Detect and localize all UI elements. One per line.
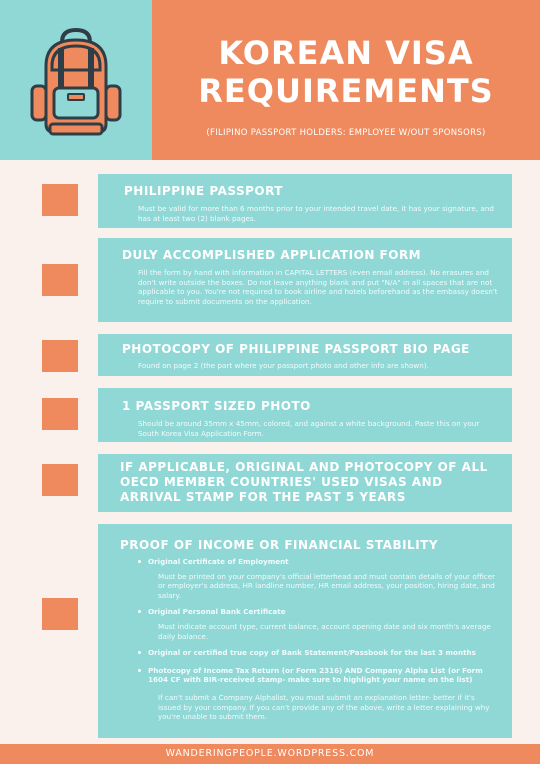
list-item-title: Original or certified true copy of Bank Statement/Passbook for the last 3 months xyxy=(148,648,476,658)
checkbox-square xyxy=(42,598,78,630)
checkbox-square xyxy=(42,264,78,296)
requirement-title: PHILIPPINE PASSPORT xyxy=(124,184,283,198)
page-title xyxy=(152,34,540,110)
list-item-title: Original Personal Bank Certificate xyxy=(148,607,286,617)
page-subtitle: (FILIPINO PASSPORT HOLDERS: EMPLOYEE W/OUT SPONSORS) xyxy=(206,128,486,138)
requirement-card xyxy=(98,334,512,376)
requirement-title: 1 PASSPORT SIZED PHOTO xyxy=(122,399,311,413)
footer-url: WANDERINGPEOPLE.WORDPRESS.COM xyxy=(165,748,375,759)
requirement-desc: Fill the form by hand with information in CAPITAL LETTERS (even email address). No erasures and don't write outside the boxes. Do not leave anything blank and put "N/A" in all spaces that are not applicable to you. You're not required to book airline and hotels beforehand as the embassy doesn't require to submit documents on the application. xyxy=(138,268,498,306)
bullet-icon xyxy=(138,560,141,563)
requirement-card xyxy=(98,454,512,512)
bullet-icon xyxy=(138,669,141,672)
list-item xyxy=(120,557,500,600)
title-line-2: REQUIREMENTS xyxy=(198,72,494,110)
requirement-card xyxy=(98,238,512,322)
list-item-desc: If can't submit a Company Alphalist, you must submit an explanation letter- better if it's issued by your company. If you can't provide any of the above, write a letter explaining why you're unable to submit them. xyxy=(158,692,490,722)
requirement-title: IF APPLICABLE, ORIGINAL AND PHOTOCOPY OF ALL OECD MEMBER COUNTRIES' USED VISAS AND ARRIVAL STAMP FOR THE PAST 5 YEARS xyxy=(120,460,488,504)
requirement-desc: Found on page 2 (the part where your passport photo and other info are shown). xyxy=(138,361,429,370)
checkbox-square xyxy=(42,464,78,496)
list-item-title: Photocopy of Income Tax Return (or Form 2316) AND Company Alpha List (or Form 1604 CF with BIR-received stamp- make sure to highlight your name on the list) xyxy=(148,665,483,685)
footer xyxy=(0,744,540,764)
requirement-title: DULY ACCOMPLISHED APPLICATION FORM xyxy=(122,248,422,262)
list-item xyxy=(120,666,500,722)
list-item xyxy=(120,648,500,658)
list-item xyxy=(120,607,500,641)
requirement-card xyxy=(98,174,512,228)
requirement-desc: Should be around 35mm x 45mm, colored, and against a white background. Paste this on your South Korea Visa Application Form. xyxy=(138,419,480,438)
list-item-title: Original Certificate of Employment xyxy=(148,557,289,566)
bullet-icon xyxy=(138,651,141,654)
list-item-desc: Must indicate account type, current balance, account opening date and six month's average daily balance. xyxy=(158,621,491,641)
requirement-title: PROOF OF INCOME OR FINANCIAL STABILITY xyxy=(120,538,439,552)
backpack-icon xyxy=(28,26,124,138)
requirement-card xyxy=(98,524,512,738)
requirement-list xyxy=(120,557,500,722)
checkbox-square xyxy=(42,398,78,430)
header xyxy=(0,0,540,160)
checkbox-square xyxy=(42,340,78,372)
bullet-icon xyxy=(138,610,141,613)
requirement-title: PHOTOCOPY OF PHILIPPINE PASSPORT BIO PAGE xyxy=(122,342,470,356)
requirement-card xyxy=(98,388,512,442)
list-item-desc: Must be printed on your company's official letterhead and must contain details of your officer or employer's address, HR landline number, HR email address, your position, hiring date, and salary. xyxy=(158,571,496,600)
checkbox-square xyxy=(42,184,78,216)
requirement-desc: Must be valid for more than 6 months prior to your intended travel date, it has your signature, and has at least two (2) blank pages. xyxy=(138,204,494,223)
title-line-1: KOREAN VISA xyxy=(218,34,474,72)
